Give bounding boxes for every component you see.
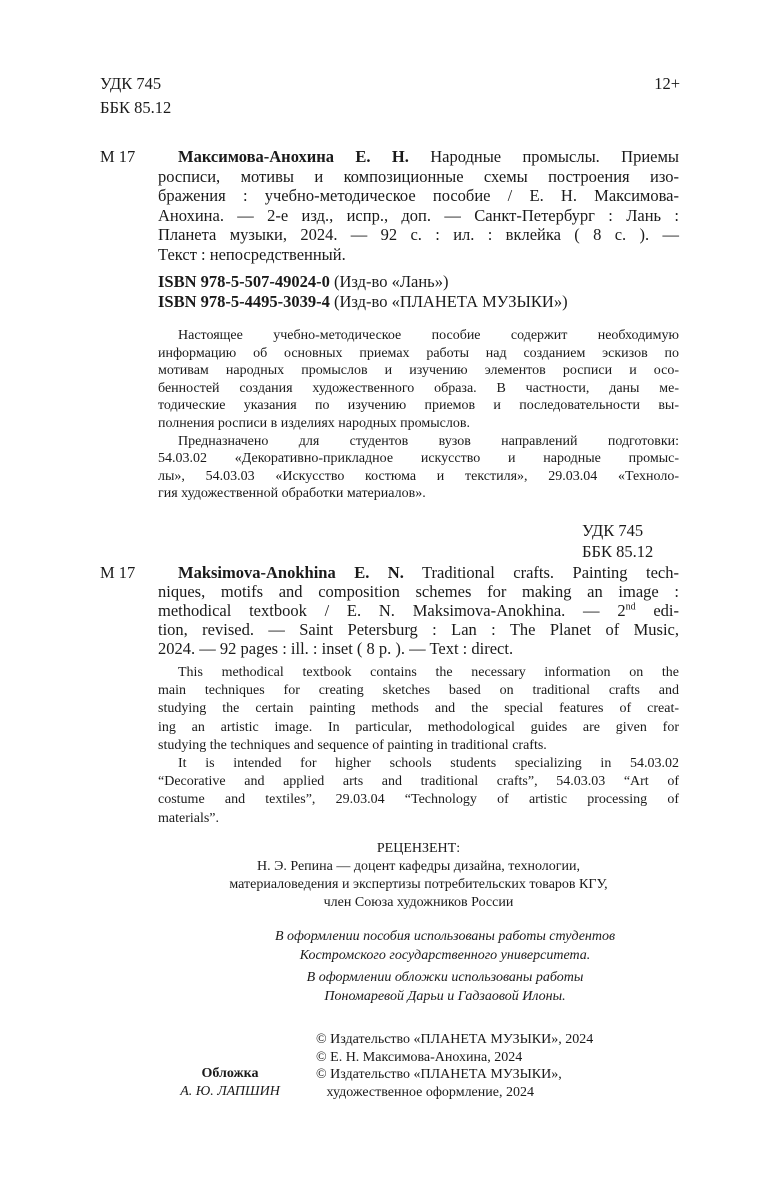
abstract-line: 54.03.02 «Декоративно-прикладное искусство и народные промыс- [158,451,679,467]
entry-line [158,245,679,265]
isbn-number: ISBN 978-5-507-49024-0 [158,272,330,291]
reviewer-block [158,840,679,912]
abstract-paragraph [158,664,679,755]
entry-text: methodical textbook / E. N. Maksimova-Anokhina. — 2 [158,601,626,620]
entry-text: Народные промыслы. Приемы [408,147,679,166]
bbk-code: ББК 85.12 [582,542,654,561]
ru-entry-code: М 17 [100,147,136,166]
abstract-line: Настоящее учебно-методическое пособие содержит необходимую [178,328,679,343]
design-note-line: В оформлении обложки использованы работы [306,970,584,985]
entry-text: Анохина. — 2-е изд., испр., доп. — Санкт-Петербург : Лань : [158,205,679,225]
copyright-line: художественное оформление, 2024 [316,1084,534,1100]
entry-text: Traditional crafts. Painting tech- [403,563,679,582]
copyright-line: © Издательство «ПЛАНЕТА МУЗЫКИ», 2024 [316,1032,594,1047]
cover-label: Обложка [201,1066,259,1081]
entry-author: Максимова-Анохина Е. Н. [178,147,409,166]
isbn-publisher: (Изд-во «ПЛАНЕТА МУЗЫКИ») [329,292,568,311]
design-note-line: Костромского государственного университета. [299,947,591,963]
ru-bibliographic-entry [158,147,679,264]
abstract-line: studying the techniques and sequence of painting in traditional crafts. [158,737,547,753]
abstract-paragraph [158,755,679,828]
abstract-line: It is intended for higher schools students specializing in 54.03.02 [178,755,679,771]
ru-abstract [158,327,679,503]
udk-code: УДК 745 [100,74,162,93]
reviewer-line: материаловедения и экспертизы потребительских товаров КГУ, [229,877,608,892]
abstract-paragraph [158,327,679,433]
entry-text: 2024. — 92 pages : ill. : inset ( 8 p. ). — Text : direct. [158,639,514,658]
abstract-line: бенностей создания художественного образа. В частности, даны ме- [158,380,679,396]
age-rating: 12+ [654,74,680,93]
isbn-number: ISBN 978-5-4495-3039-4 [158,292,330,311]
entry-text: tion, revised. — Saint Petersburg : Lan : The Planet of Music, [158,620,679,639]
abstract-line: “Decorative and applied arts and traditional crafts”, 54.03.03 “Art of [158,774,679,790]
abstract-line: main techniques for creating sketches based on traditional crafts and [158,683,679,699]
cover-credit [150,1065,310,1101]
abstract-line: полнения росписи в изделиях народных промыслов. [158,415,470,431]
design-note-line: Пономаревой Дарьи и Гадзаовой Илоны. [324,988,566,1004]
entry-line [158,620,679,639]
abstract-line: гия художественной обработки материалов». [158,486,426,502]
copyright-block [316,1031,593,1101]
abstract-line: тодические указания по изучению приемов и последовательности вы- [158,398,679,414]
isbn-publisher: (Изд-во «Лань») [329,272,449,291]
entry-author: Maksimova-Anokhina E. N. [178,563,404,582]
entry-line [158,147,679,167]
reviewer-line: Н. Э. Репина — доцент кафедры дизайна, технологии, [257,859,580,874]
entry-line [158,225,679,245]
abstract-line: ing an artistic image. In particular, methodological guides are given for [158,719,679,735]
copyright-line: © Издательство «ПЛАНЕТА МУЗЫКИ», [316,1067,562,1082]
superscript: nd [625,601,636,613]
isbn-line [158,272,568,292]
entry-text: Планета музыки, 2024. — 92 с. : ил. : вклейка ( 8 с. ). — [158,225,679,244]
isbn-list [158,272,568,312]
entry-text: бражения : учебно-методическое пособие / Е. Н. Максимова- [158,186,679,205]
reviewer-line: член Союза художников России [323,895,514,910]
entry-line [158,639,679,658]
abstract-line: This methodical textbook contains the necessary information on the [178,665,679,680]
classification-codes [582,520,653,562]
entry-line [158,601,679,620]
en-abstract [158,664,679,828]
entry-line [158,582,679,601]
entry-text: edi- [635,601,679,620]
design-note-line: В оформлении пособия использованы работы студентов [274,929,616,944]
entry-text: росписи, мотивы и композиционные схемы построения изо- [158,166,679,186]
copyright-line: © Е. Н. Максимова-Анохина, 2024 [316,1049,523,1065]
abstract-line: мотивам народных промыслов и изучению элементов росписи и осо- [158,363,679,379]
udk-code: УДК 745 [582,521,644,540]
bbk-code: ББК 85.12 [100,98,172,117]
cover-artist: А. Ю. ЛАПШИН [180,1084,280,1099]
abstract-line: информацию об основных приемах работы над созданием эскизов по [158,345,679,361]
abstract-line: studying the certain painting methods and the special features of creat- [158,701,679,717]
reviewer-heading: РЕЦЕНЗЕНТ: [376,841,461,856]
entry-line [158,167,679,187]
design-notes [150,928,740,1006]
abstract-paragraph [158,433,679,503]
entry-text: Текст : непосредственный. [158,244,346,264]
abstract-line: materials”. [158,810,220,826]
en-entry-code: M 17 [100,563,136,582]
header-codes [100,72,171,120]
abstract-line: лы», 54.03.03 «Искусство костюма и текстиля», 29.03.04 «Техноло- [158,468,679,484]
abstract-line: Предназначено для студентов вузов направлений подготовки: [178,433,679,449]
abstract-line: costume and textiles”, 29.03.04 “Technology of artistic processing of [158,792,679,808]
entry-text: niques, motifs and composition schemes for making an image : [158,582,679,601]
entry-line [158,186,679,206]
entry-line [158,206,679,226]
isbn-line [158,292,568,312]
entry-line [158,563,679,582]
en-bibliographic-entry [158,563,679,658]
